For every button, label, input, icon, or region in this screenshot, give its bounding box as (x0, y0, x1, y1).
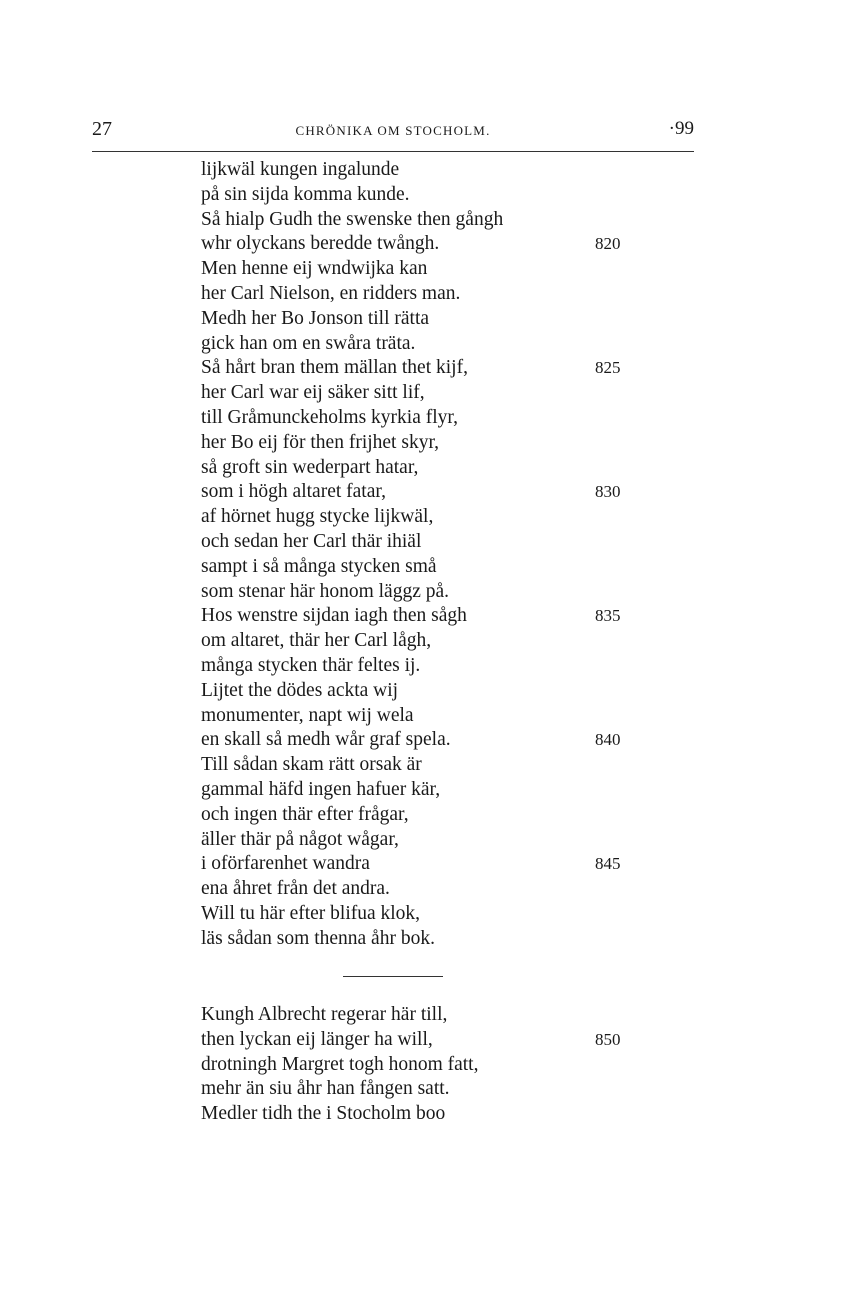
verse-line (201, 1028, 631, 1053)
verse-line (201, 505, 631, 530)
verse-line (201, 679, 631, 704)
verse-line (201, 704, 631, 729)
verse-block-1 (201, 158, 631, 952)
verse-text: som i högh altaret fatar, (201, 481, 386, 503)
verse-text: Kungh Albrecht regerar här till, (201, 1004, 448, 1025)
verse-line (201, 852, 631, 877)
verse-line (201, 604, 631, 629)
verse-text: drotningh Margret togh honom fatt, (201, 1053, 479, 1075)
verse-line (201, 431, 631, 456)
verse-text: gammal häfd ingen hafuer kär, (201, 778, 441, 800)
line-number: 840 (595, 730, 621, 750)
verse-text: läs sådan som thenna åhr bok. (201, 927, 435, 949)
verse-line (201, 902, 631, 927)
verse-text: her Carl Nielson, en ridders man. (201, 282, 461, 304)
verse-line (201, 480, 631, 505)
verse-text: och sedan her Carl thär ihiäl (201, 530, 422, 552)
verse-text: Så hårt bran them mällan thet kijf, (201, 357, 468, 379)
verse-text: mehr än siu åhr han fången satt. (201, 1078, 450, 1100)
verse-line (201, 356, 631, 381)
verse-text: af hörnet hugg stycke lijkwäl, (201, 506, 434, 528)
verse-text: som stenar här honom läggz på. (201, 580, 450, 602)
verse-line (201, 257, 631, 282)
verse-text: whr olyckans beredde twångh. (201, 233, 440, 255)
verse-text: Will tu här efter blifua klok, (201, 902, 421, 924)
page-number-left: 27 (92, 118, 112, 140)
verse-text: en skall så medh wår graf spela. (201, 729, 451, 751)
line-number: 825 (595, 358, 621, 378)
verse-line (201, 282, 631, 307)
verse-line (201, 332, 631, 357)
verse-text: så groft sin wederpart hatar, (201, 456, 419, 478)
verse-line (201, 232, 631, 257)
verse-text: her Bo eij för then frijhet skyr, (201, 431, 440, 453)
verse-text: sampt i så många stycken små (201, 555, 437, 577)
verse-line (201, 381, 631, 406)
line-number: 820 (595, 234, 621, 254)
verse-line (201, 406, 631, 431)
verse-line (201, 208, 631, 233)
verse-line (201, 307, 631, 332)
line-number: 835 (595, 606, 621, 626)
verse-line (201, 1102, 631, 1127)
verse-text: her Carl war eij säker sitt lif, (201, 382, 425, 404)
verse-text: then lyckan eij länger ha will, (201, 1028, 433, 1050)
verse-text: Hos wenstre sijdan iagh then sågh (201, 605, 467, 627)
verse-line (201, 654, 631, 679)
verse-text: många stycken thär feltes ij. (201, 654, 421, 676)
line-number: 845 (595, 854, 621, 874)
line-number: 830 (595, 482, 621, 502)
verse-line (201, 877, 631, 902)
verse-line (201, 456, 631, 481)
verse-line (201, 555, 631, 580)
verse-text: lijkwäl kungen ingalunde (201, 159, 400, 180)
verse-line (201, 629, 631, 654)
line-number: 850 (595, 1029, 621, 1049)
header-rule (92, 151, 694, 152)
verse-text: Medh her Bo Jonson till rätta (201, 307, 430, 329)
verse-line (201, 828, 631, 853)
verse-text: Medler tidh the i Stocholm boo (201, 1103, 446, 1125)
verse-text: Till sådan skam rätt orsak är (201, 754, 422, 776)
verse-text: gick han om en swåra träta. (201, 332, 416, 354)
verse-line (201, 778, 631, 803)
verse-text: Men henne eij wndwijka kan (201, 258, 428, 280)
verse-line (201, 1053, 631, 1078)
verse-text: om altaret, thär her Carl lågh, (201, 630, 432, 652)
verse-block-2 (201, 1003, 631, 1127)
verse-text: Så hialp Gudh the swenske then gångh (201, 208, 504, 230)
verse-text: i oförfarenhet wandra (201, 853, 370, 875)
verse-line (201, 1003, 631, 1028)
verse-line (201, 530, 631, 555)
verse-text: på sin sijda komma kunde. (201, 183, 410, 205)
verse-line (201, 1077, 631, 1102)
verse-line (201, 158, 631, 183)
verse-text: till Gråmunckeholms kyrkia flyr, (201, 406, 458, 428)
verse-line (201, 803, 631, 828)
verse-line (201, 753, 631, 778)
verse-line (201, 183, 631, 208)
running-title: CHRÖNIKA OM STOCHOLM. (295, 123, 491, 138)
verse-text: Lijtet the dödes ackta wij (201, 679, 399, 701)
page-number-right: ·99 (668, 118, 694, 139)
section-separator (343, 976, 443, 977)
running-header (92, 116, 694, 142)
verse-text: monumenter, napt wij wela (201, 704, 414, 726)
verse-line (201, 927, 631, 952)
verse-line (201, 728, 631, 753)
verse-text: ena åhret från det andra. (201, 878, 390, 900)
verse-text: äller thär på något wågar, (201, 828, 399, 850)
verse-text: och ingen thär efter frågar, (201, 803, 409, 825)
verse-line (201, 580, 631, 605)
